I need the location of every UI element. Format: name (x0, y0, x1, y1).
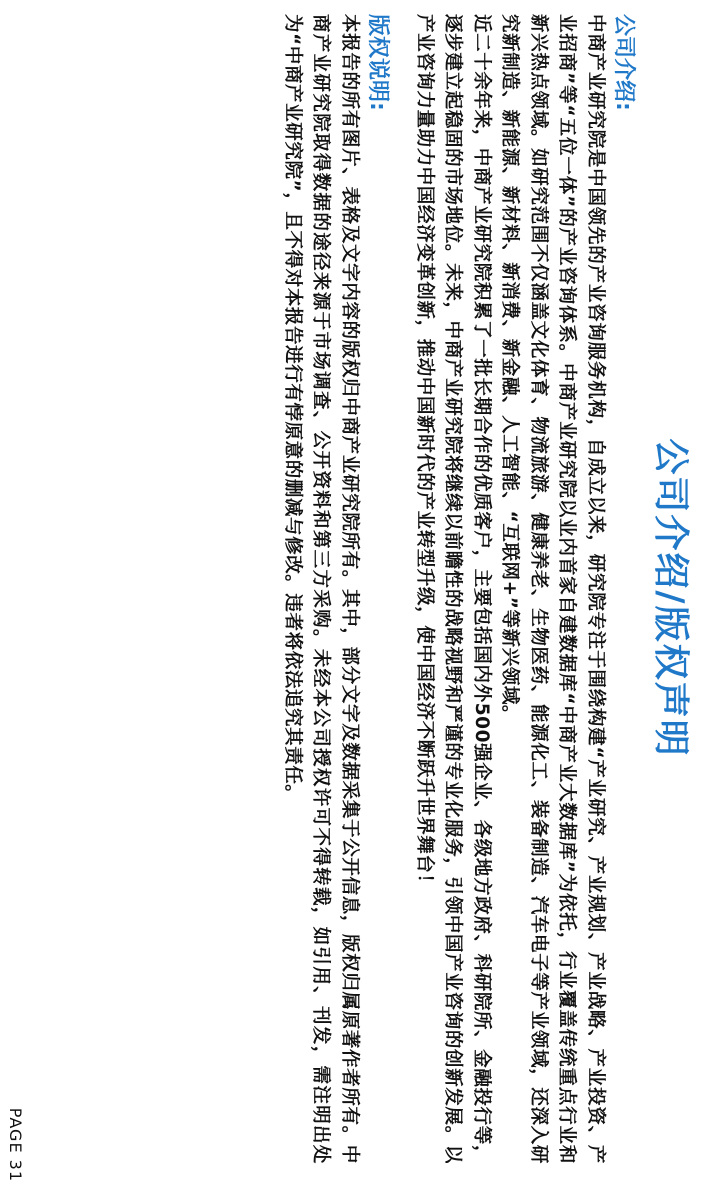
copyright-paragraph: 本报告的所有图片、表格及文字内容的版权归中商产业研究院所有。其中，部分文字及数据采集于公开信息，版权归属原著作者所有。中商产业研究院取得数据的途径来源于市场调查、公开资料和第三方采购。未经本公司授权许可不得转载，如引用、刊发，需注明出处为“中商产业研究院”，且不得对本报告进行有悖原意的删减与修改。违者将依法追究其责任。 (282, 14, 360, 1164)
copyright-heading: 版权说明: (365, 14, 390, 111)
company-intro-paragraph-2: 近二十余年来，中商产业研究院积累了一批长期合作的优质客户，主要包括国内外500强企业、各级地方政府、科研院所、金融投行等，逐步建立起稳固的市场地位。未来，中商产业研究院将继续以前瞻性的战略视野和严谨的专业化服务，引领中国产业咨询的创新发展。以产业咨询力量助力中国经济变革创新，推动中国新时代的产业转型升级，使中国经济不断跃升世界舞台！ (414, 14, 492, 1164)
page-number: PAGE 31 (6, 1107, 25, 1182)
page-title: 公司介绍/版权声明 (650, 438, 691, 758)
company-intro-heading: 公司介绍: (611, 14, 636, 111)
company-intro-paragraph-1: 中商产业研究院是中国领先的产业咨询服务机构，自成立以来，研究院专注于围绕构建“产业研究、产业规划、产业战略、产业投资、产业招商”等“五位一体”的产业咨询体系。中商产业研究院以业内首家自建数据库“中商产业大数据库”为依托，行业覆盖传统重点行业和新兴热点领域。如研究范围不仅涵盖文化体育、物流旅游、健康养老、生物医药、能源化工、装备制造、汽车电子等产业领域，还深入研究新制造、新能源、新材料、新消费、新金融、人工智能、“互联网+”等新兴领域。 (499, 14, 606, 1164)
